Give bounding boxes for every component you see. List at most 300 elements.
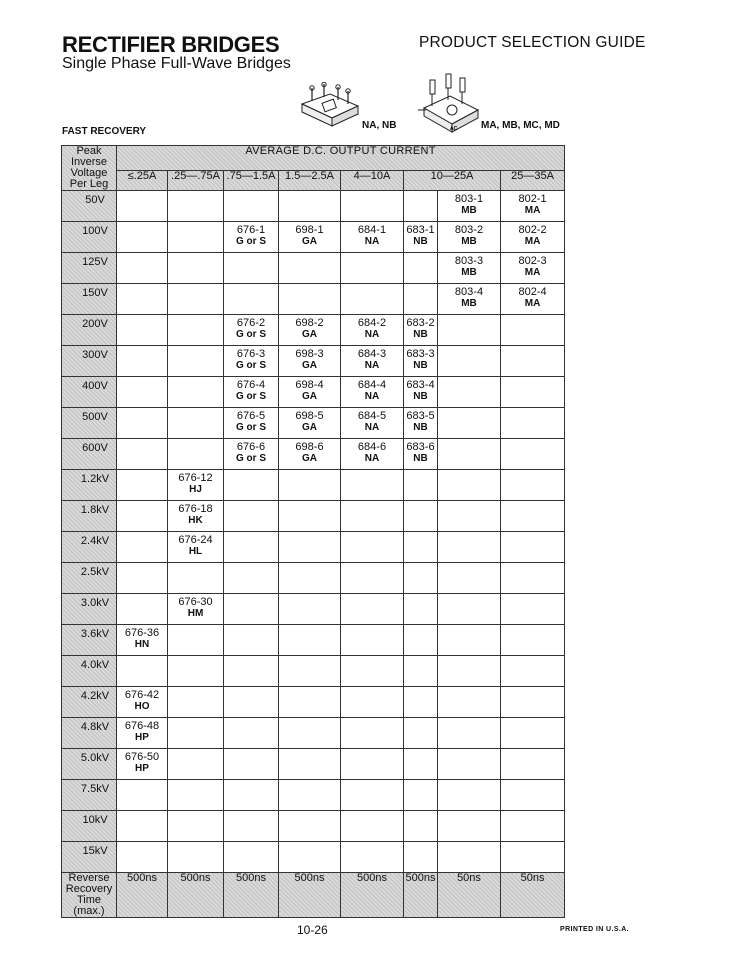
table-cell	[404, 718, 438, 749]
table-row	[62, 687, 565, 718]
table-cell	[279, 470, 341, 501]
package-code: HN	[134, 639, 150, 650]
table-cell	[279, 532, 341, 563]
table-row	[62, 408, 565, 439]
peak-inverse-voltage-header	[62, 146, 117, 191]
table-cell	[404, 253, 438, 284]
table-cell	[438, 594, 501, 625]
package-code: NB	[413, 329, 428, 340]
package-code: NB	[413, 360, 428, 371]
table-cell	[501, 656, 565, 687]
voltage-label: 3.6kV	[62, 625, 117, 656]
table-cell	[224, 346, 279, 377]
part-number: 676-2	[236, 317, 266, 329]
table-cell	[117, 563, 168, 594]
table-cell	[501, 811, 565, 842]
table-cell	[168, 501, 224, 532]
recovery-time-value: 500ns	[404, 873, 438, 918]
part-number: 683-5	[406, 410, 435, 422]
package-code: MB	[461, 236, 477, 247]
table-cell	[341, 842, 404, 873]
part-number: 676-24	[178, 534, 213, 546]
recovery-time-value: 500ns	[224, 873, 279, 918]
table-cell	[279, 563, 341, 594]
page-title: RECTIFIER BRIDGES	[62, 32, 280, 57]
table-cell	[168, 780, 224, 811]
voltage-label: 5.0kV	[62, 749, 117, 780]
voltage-label: 200V	[62, 315, 117, 346]
package-code: NB	[413, 422, 428, 433]
voltage-label: 1.8kV	[62, 501, 117, 532]
table-cell	[224, 532, 279, 563]
table-cell	[501, 191, 565, 222]
part-number: 803-1	[454, 193, 484, 205]
package-code: GA	[302, 422, 317, 433]
column-header: .25—.75A	[168, 170, 224, 190]
table-cell	[168, 315, 224, 346]
part-number: 676-4	[236, 379, 266, 391]
table-cell	[117, 811, 168, 842]
table-cell	[341, 439, 404, 470]
table-cell	[404, 811, 438, 842]
table-cell	[501, 284, 565, 315]
table-cell	[501, 718, 565, 749]
section-heading: FAST RECOVERY	[62, 126, 147, 137]
table-cell	[224, 780, 279, 811]
table-row	[62, 532, 565, 563]
table-cell	[117, 439, 168, 470]
part-number: 676-1	[236, 224, 266, 236]
recovery-time-value: 50ns	[501, 873, 565, 918]
table-cell	[438, 284, 501, 315]
recovery-row	[62, 873, 565, 918]
table-cell	[438, 191, 501, 222]
table-cell	[438, 780, 501, 811]
table-cell	[501, 253, 565, 284]
table-cell	[168, 377, 224, 408]
table-cell	[501, 625, 565, 656]
table-cell	[117, 656, 168, 687]
table-cell	[168, 532, 224, 563]
part-number: 683-3	[406, 348, 435, 360]
package-code: NA	[364, 329, 380, 340]
table-cell	[438, 408, 501, 439]
table-cell	[168, 625, 224, 656]
table-cell	[117, 284, 168, 315]
table-row	[62, 315, 565, 346]
table-row	[62, 253, 565, 284]
table-cell	[279, 284, 341, 315]
table-cell	[341, 656, 404, 687]
table-cell	[117, 749, 168, 780]
table-cell	[438, 749, 501, 780]
part-number: 683-2	[406, 317, 435, 329]
voltage-label: 300V	[62, 346, 117, 377]
table-cell	[501, 780, 565, 811]
page-number: 10-26	[297, 923, 328, 937]
voltage-label: 4.0kV	[62, 656, 117, 687]
table-cell	[341, 563, 404, 594]
table-row	[62, 656, 565, 687]
package-code: NA	[364, 453, 380, 464]
part-number: 803-2	[454, 224, 484, 236]
table-cell	[224, 315, 279, 346]
part-number: 683-4	[406, 379, 435, 391]
table-cell	[438, 687, 501, 718]
voltage-label: 4.8kV	[62, 718, 117, 749]
table-row	[62, 470, 565, 501]
voltage-label: 150V	[62, 284, 117, 315]
average-output-current-header: AVERAGE D.C. OUTPUT CURRENT	[117, 146, 565, 171]
part-number: 676-5	[236, 410, 266, 422]
table-cell	[117, 191, 168, 222]
table-cell	[224, 718, 279, 749]
table-cell	[341, 222, 404, 253]
part-number: 676-36	[124, 627, 160, 639]
recovery-time-value: 500ns	[341, 873, 404, 918]
voltage-label: 2.4kV	[62, 532, 117, 563]
package-code: HP	[135, 763, 149, 774]
table-cell	[404, 749, 438, 780]
recovery-label-line: Reverse	[68, 872, 110, 884]
bridge-package-na-nb-icon	[298, 82, 364, 132]
table-row	[62, 811, 565, 842]
recovery-time-value: 500ns	[168, 873, 224, 918]
part-number: 676-12	[178, 472, 213, 484]
package-code: G or S	[235, 329, 266, 340]
guide-heading: PRODUCT SELECTION GUIDE	[419, 34, 646, 51]
table-cell	[117, 594, 168, 625]
table-cell	[117, 780, 168, 811]
table-cell	[168, 408, 224, 439]
table-cell	[438, 346, 501, 377]
table-cell	[224, 377, 279, 408]
recovery-time-value: 50ns	[438, 873, 501, 918]
table-cell	[117, 687, 168, 718]
part-number: 684-3	[357, 348, 387, 360]
table-cell	[404, 687, 438, 718]
header-row	[62, 146, 565, 171]
table-cell	[224, 563, 279, 594]
package-code: HP	[135, 732, 149, 743]
part-number: 683-1	[406, 224, 435, 236]
peak-header-line: Voltage	[70, 167, 108, 179]
table-row	[62, 842, 565, 873]
table-cell	[438, 501, 501, 532]
table-cell	[341, 501, 404, 532]
table-cell	[341, 284, 404, 315]
page-subtitle: Single Phase Full-Wave Bridges	[62, 55, 291, 72]
column-header: .75—1.5A	[224, 170, 279, 190]
table-cell	[438, 470, 501, 501]
table-cell	[224, 253, 279, 284]
part-number: 698-3	[295, 348, 324, 360]
package-code: G or S	[235, 453, 266, 464]
voltage-label: 10kV	[62, 811, 117, 842]
table-row	[62, 749, 565, 780]
table-cell	[501, 842, 565, 873]
table-cell	[168, 284, 224, 315]
table-cell	[501, 315, 565, 346]
table-cell	[501, 594, 565, 625]
table-cell	[117, 408, 168, 439]
table-cell	[501, 563, 565, 594]
table-row	[62, 346, 565, 377]
table-cell	[117, 718, 168, 749]
table-cell	[438, 315, 501, 346]
table-cell	[168, 563, 224, 594]
table-cell	[117, 532, 168, 563]
table-cell	[168, 253, 224, 284]
voltage-label: 500V	[62, 408, 117, 439]
table-row	[62, 594, 565, 625]
table-cell	[117, 842, 168, 873]
table-cell	[279, 346, 341, 377]
table-cell	[168, 687, 224, 718]
table-cell	[117, 315, 168, 346]
table-cell	[224, 656, 279, 687]
table-cell	[279, 222, 341, 253]
package-code: GA	[302, 236, 317, 247]
table-row	[62, 625, 565, 656]
table-cell	[501, 687, 565, 718]
package-code: HJ	[189, 484, 202, 495]
table-cell	[341, 191, 404, 222]
part-number: 684-6	[357, 441, 387, 453]
table-cell	[279, 625, 341, 656]
table-cell	[279, 594, 341, 625]
table-cell	[341, 253, 404, 284]
table-cell	[341, 811, 404, 842]
table-cell	[341, 408, 404, 439]
package-code: MA	[524, 205, 541, 216]
column-header-row	[62, 170, 565, 190]
package-code: GA	[302, 391, 317, 402]
table-row	[62, 780, 565, 811]
part-number: 802-4	[518, 286, 547, 298]
table-cell	[224, 408, 279, 439]
reverse-recovery-label	[62, 873, 117, 918]
table-cell	[404, 284, 438, 315]
table-cell	[279, 842, 341, 873]
table-cell	[279, 656, 341, 687]
table-cell	[279, 253, 341, 284]
table-cell	[501, 501, 565, 532]
table-cell	[438, 656, 501, 687]
table-cell	[279, 718, 341, 749]
voltage-label: 15kV	[62, 842, 117, 873]
package-code: MA	[524, 298, 541, 309]
part-number: 803-3	[454, 255, 484, 267]
table-cell	[168, 656, 224, 687]
recovery-time-value: 500ns	[279, 873, 341, 918]
table-cell	[341, 315, 404, 346]
table-cell	[341, 377, 404, 408]
package-code: GA	[302, 360, 317, 371]
table-cell	[168, 346, 224, 377]
table-cell	[224, 501, 279, 532]
table-cell	[279, 315, 341, 346]
table-cell	[438, 563, 501, 594]
package-code: MB	[461, 267, 477, 278]
package-code: NA	[364, 391, 380, 402]
voltage-label: 600V	[62, 439, 117, 470]
table-cell	[168, 594, 224, 625]
table-cell	[404, 222, 438, 253]
table-cell	[404, 501, 438, 532]
table-cell	[224, 842, 279, 873]
part-number: 684-5	[357, 410, 387, 422]
table-row	[62, 501, 565, 532]
table-cell	[168, 811, 224, 842]
recovery-label-line: Recovery	[65, 883, 113, 895]
part-number: 802-2	[518, 224, 547, 236]
table-cell	[341, 625, 404, 656]
table-cell	[438, 439, 501, 470]
package-code: G or S	[235, 391, 266, 402]
peak-header-line: Peak	[76, 145, 102, 157]
part-number: 676-42	[124, 689, 160, 701]
package-code: MB	[461, 205, 477, 216]
table-cell	[404, 315, 438, 346]
part-number: 676-3	[236, 348, 266, 360]
column-header: 10—25A	[404, 170, 501, 190]
table-cell	[224, 625, 279, 656]
table-cell	[438, 718, 501, 749]
table-cell	[404, 842, 438, 873]
table-cell	[168, 222, 224, 253]
table-cell	[501, 346, 565, 377]
table-cell	[117, 470, 168, 501]
table-cell	[279, 377, 341, 408]
package-code: NA	[364, 236, 380, 247]
table-row	[62, 377, 565, 408]
part-number: 684-1	[357, 224, 387, 236]
part-number: 676-50	[124, 751, 160, 763]
table-cell	[279, 687, 341, 718]
table-cell	[404, 625, 438, 656]
table-row	[62, 563, 565, 594]
table-cell	[279, 191, 341, 222]
voltage-label: 4.2kV	[62, 687, 117, 718]
table-cell	[224, 191, 279, 222]
part-number: 698-2	[295, 317, 324, 329]
table-cell	[501, 222, 565, 253]
part-number: 676-18	[178, 503, 213, 515]
table-cell	[438, 532, 501, 563]
table-cell	[224, 749, 279, 780]
package-code: NB	[413, 453, 428, 464]
package-label-na-nb: NA, NB	[362, 120, 397, 131]
table-cell	[279, 811, 341, 842]
part-number: 698-6	[295, 441, 324, 453]
part-number: 698-1	[295, 224, 324, 236]
table-row	[62, 718, 565, 749]
table-cell	[224, 470, 279, 501]
table-cell	[117, 377, 168, 408]
table-cell	[341, 687, 404, 718]
table-cell	[224, 222, 279, 253]
package-marking-ac: AC	[450, 126, 458, 132]
peak-header-line: Inverse	[70, 156, 108, 168]
table-cell	[168, 439, 224, 470]
table-cell	[341, 594, 404, 625]
package-code: G or S	[235, 360, 266, 371]
column-header: 1.5—2.5A	[279, 170, 341, 190]
table-row	[62, 222, 565, 253]
package-code: NB	[413, 236, 428, 247]
part-number: 803-4	[454, 286, 484, 298]
voltage-label: 125V	[62, 253, 117, 284]
recovery-label-line: Time (max.)	[73, 894, 105, 917]
voltage-label: 1.2kV	[62, 470, 117, 501]
part-number: 683-6	[406, 441, 435, 453]
table-cell	[501, 408, 565, 439]
voltage-label: 400V	[62, 377, 117, 408]
table-row	[62, 191, 565, 222]
table-cell	[117, 253, 168, 284]
package-code: NB	[413, 391, 428, 402]
table-cell	[168, 749, 224, 780]
table-cell	[168, 718, 224, 749]
printed-note: PRINTED IN U.S.A.	[560, 926, 630, 933]
table-cell	[501, 749, 565, 780]
voltage-label: 7.5kV	[62, 780, 117, 811]
package-code: MA	[524, 267, 541, 278]
part-number: 676-6	[236, 441, 266, 453]
table-cell	[404, 439, 438, 470]
peak-header-line: Per Leg	[69, 178, 109, 190]
package-code: HK	[188, 515, 203, 526]
table-cell	[438, 625, 501, 656]
table-cell	[224, 284, 279, 315]
column-header: 4—10A	[341, 170, 404, 190]
table-cell	[404, 408, 438, 439]
table-cell	[438, 377, 501, 408]
table-cell	[501, 470, 565, 501]
package-code: GA	[302, 453, 317, 464]
table-cell	[224, 439, 279, 470]
table-cell	[404, 594, 438, 625]
voltage-label: 50V	[62, 191, 117, 222]
table-cell	[501, 532, 565, 563]
table-cell	[438, 811, 501, 842]
table-cell	[117, 222, 168, 253]
table-cell	[404, 346, 438, 377]
voltage-label: 2.5kV	[62, 563, 117, 594]
table-cell	[438, 842, 501, 873]
table-cell	[501, 439, 565, 470]
bridge-package-ma-mb-icon	[416, 72, 486, 136]
part-number: 684-4	[357, 379, 387, 391]
table-row	[62, 439, 565, 470]
table-cell	[341, 470, 404, 501]
table-cell	[224, 594, 279, 625]
table-cell	[279, 439, 341, 470]
voltage-label: 100V	[62, 222, 117, 253]
column-header: 25—35A	[501, 170, 565, 190]
package-code: HL	[188, 546, 203, 557]
table-cell	[341, 346, 404, 377]
table-cell	[168, 470, 224, 501]
table-cell	[404, 563, 438, 594]
package-code: HM	[187, 608, 204, 619]
part-number: 676-30	[178, 596, 213, 608]
package-code: GA	[302, 329, 317, 340]
part-number: 698-4	[295, 379, 324, 391]
selection-table	[61, 145, 565, 918]
table-cell	[404, 532, 438, 563]
